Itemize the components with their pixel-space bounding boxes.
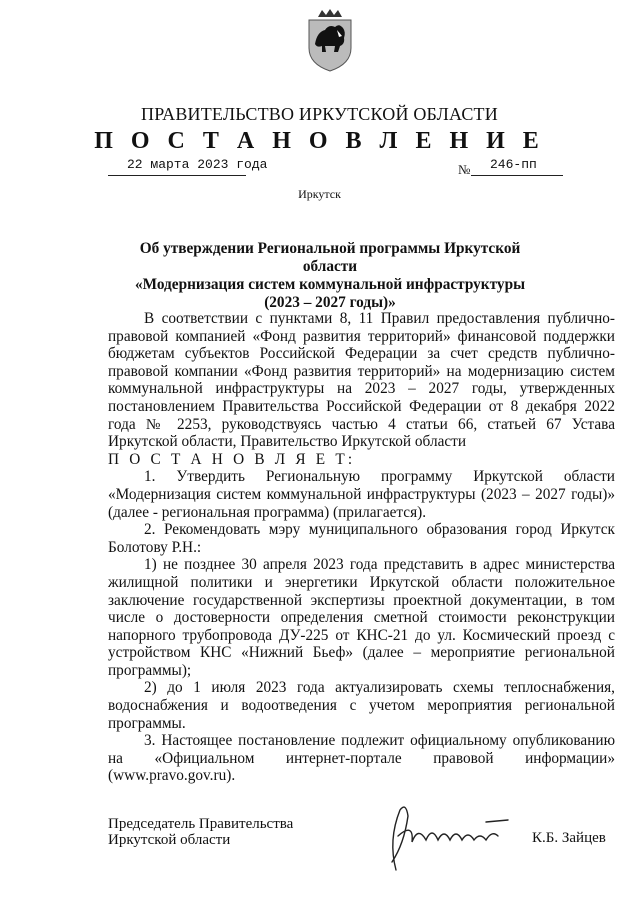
document-number: 246-пп	[490, 157, 537, 172]
title-line: (2023 – 2027 годы)»	[264, 294, 396, 311]
signatory-position	[108, 816, 293, 848]
paragraph-2-item-1: 1) не позднее 30 апреля 2023 года представить в адрес министерства жилищной политики и энергетики Иркутской области положительное заключение государственной экспертизы проектной документации, в том числе о достоверности определения сметной стоимости реконструкции напорного трубопровода ДУ-225 от КНС-21 до ул. Космический проезд с устройством КНС «Нижний Бьеф» (далее – мероприятие региональной программы);	[108, 556, 615, 679]
paragraph-1: 1. Утвердить Региональную программу Иркутской области «Модернизация систем коммунальной инфраструктуры (2023 – 2027 годы)» (далее - региональная программа) (прилагается).	[108, 468, 615, 521]
decrees-heading: П О С Т А Н О В Л Я Е Т:	[108, 450, 356, 468]
number-underline	[471, 175, 563, 176]
paragraph-2-item-2: 2) до 1 июля 2023 года актуализировать схемы теплоснабжения, водоснабжения и водоотведения с учетом мероприятия региональной программы.	[108, 679, 615, 732]
number-sign: №	[458, 162, 471, 177]
title-line: «Модернизация систем коммунальной инфраструктуры	[134, 276, 526, 293]
document-type: П О С Т А Н О В Л Е Н И Е	[94, 128, 545, 154]
document-body	[108, 310, 615, 785]
government-name: ПРАВИТЕЛЬСТВО ИРКУТСКОЙ ОБЛАСТИ	[141, 104, 498, 124]
city: Иркутск	[298, 187, 341, 201]
document-date: 22 марта 2023 года	[127, 157, 268, 172]
position-line: Председатель Правительства	[108, 816, 294, 832]
paragraph-2: 2. Рекомендовать мэру муниципального образования город Иркутск Болотову Р.Н.:	[108, 521, 615, 556]
position-line: Иркутской области	[108, 832, 231, 848]
paragraph-3: 3. Настоящее постановление подлежит официальному опубликованию на «Официальном интернет-портале правовой информации» (www.pravo.gov.ru).	[108, 732, 615, 785]
date-underline	[108, 175, 246, 176]
document-title	[120, 240, 540, 312]
irkutsk-coat-of-arms-icon	[305, 8, 355, 72]
preamble-paragraph: В соответствии с пунктами 8, 11 Правил предоставления публично-правовой компанией «Фонд развития территорий» финансовой поддержки бюджетам субъектов Российской Федерации за счет средств публично-правовой компании «Фонд развития территорий» на модернизацию систем коммунальной инфраструктуры на 2023 – 2027 годы, утвержденных постановлением Правительства Российской Федерации от 8 декабря 2022 года № 2253, руководствуясь частью 4 статьи 66, статьей 67 Устава Иркутской области, Правительство Иркутской области	[108, 310, 615, 451]
signatory-name: К.Б. Зайцев	[532, 830, 606, 846]
handwritten-signature	[378, 800, 514, 880]
title-line: Об утверждении Региональной программы Иркутской области	[139, 240, 521, 275]
